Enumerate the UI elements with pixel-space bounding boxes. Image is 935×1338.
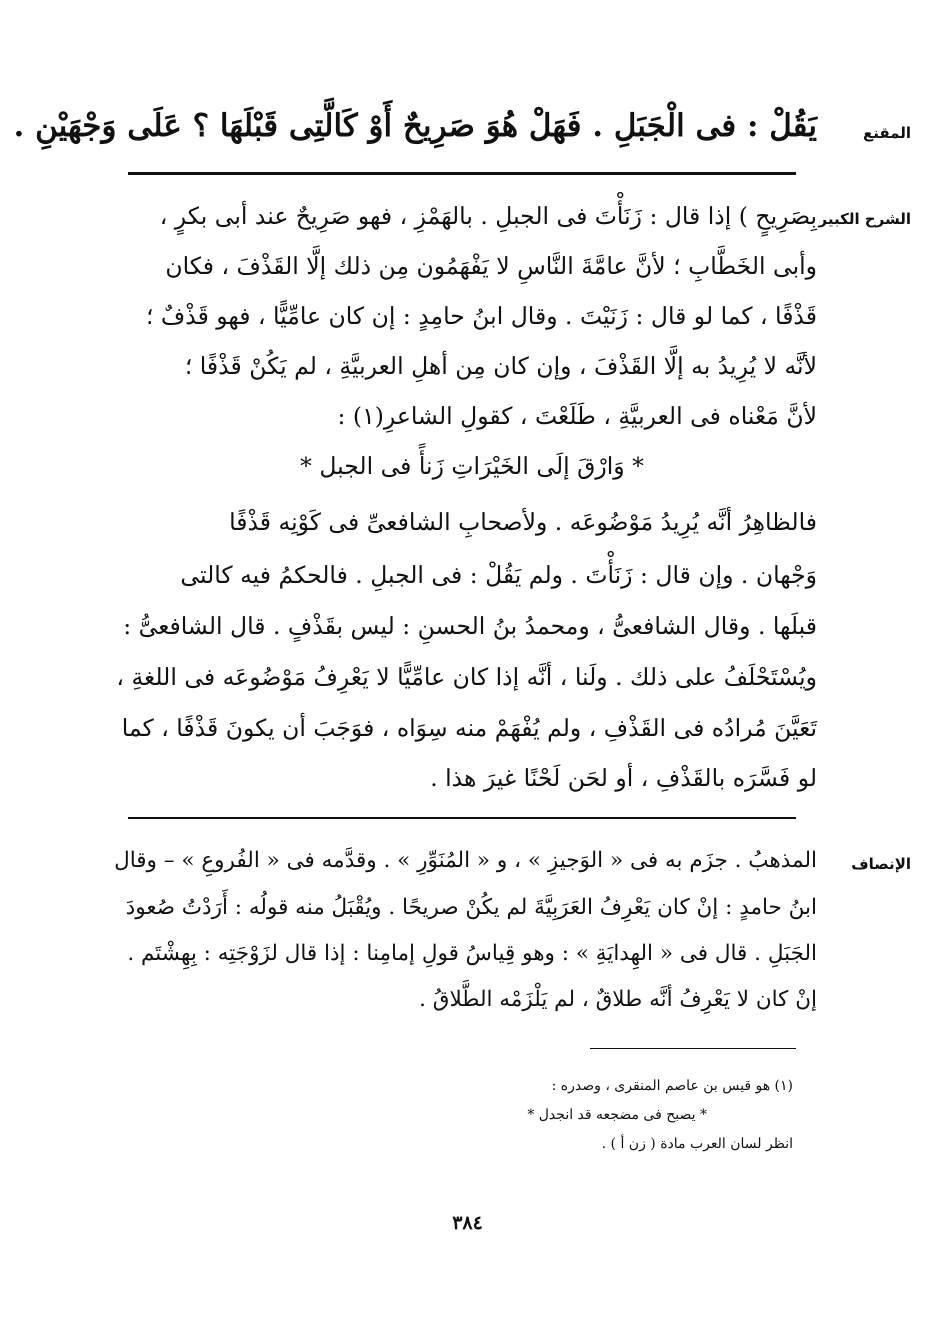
footnote-divider	[590, 1048, 796, 1049]
sharh-line-1: بِصَرِيحٍ ) إذا قال : زَنَأْتَ فى الجبلِ . بالهَمْزِ ، فهو صَرِيحٌ عند أبى بكرٍ ،	[159, 202, 817, 230]
insaf-label: الإنصاف	[851, 855, 911, 873]
insaf-line-1: المذهبُ . جزَم به فى « الوَجيزِ » ، و « المُنَوِّرِ » . وقدَّمه فى « الفُروعِ » – وقال	[114, 848, 817, 873]
sharh-line-5: لأنَّ مَعْناه فى العربيَّةِ ، طَلَعْتَ ، كقولِ الشاعرِ(١) :	[337, 402, 817, 430]
sharh-line-4: لأنَّه لا يُرِيدُ به إلَّا القَذْفَ ، وإن كان مِن أهلِ العربيَّةِ ، لم يَكُنْ قَذْفًا ؛	[184, 352, 817, 380]
muqni-label: المقنع	[863, 124, 911, 142]
page-number: ٣٨٤	[452, 1212, 483, 1234]
sharh-line-6: فالظاهِرُ أنَّه يُرِيدُ مَوْضُوعَه . ولأصحابِ الشافعىِّ فى كَوْنِه قَذْفًا	[229, 508, 817, 536]
sharh-line-2: وأبى الخَطَّابِ ؛ لأنَّ عامَّةَ النَّاسِ لا يَفْهَمُون مِن ذلك إلَّا القَذْفَ ، فكان	[165, 252, 817, 280]
poetry-verse: * وَارْقَ إلَى الخَيْرَاتِ زَنأً فى الجبل *	[300, 452, 644, 480]
sharh-line-7: وَجْهان . وإن قال : زَنَأْتَ . ولم يَقُلْ : فى الجبلِ . فالحكمُ فيه كالتى	[180, 561, 817, 589]
muqni-text: يَقُلْ : فى الْجَبَلِ . فَهَلْ هُوَ صَرِيحٌ أَوْ كَالَّتِى قَبْلَهَا ؟ عَلَى وَجْهَيْنِ .	[13, 108, 817, 144]
insaf-line-4: إنْ كان لا يَعْرِفُ أنَّه طلاقٌ ، لم يَلْزَمْه الطَّلاقُ .	[419, 987, 817, 1012]
sharh-line-8: قبلَها . وقال الشافعىُّ ، ومحمدُ بنُ الحسنِ : ليس بقَذْفٍ . قال الشافعىُّ :	[123, 612, 817, 640]
top-divider	[128, 172, 796, 175]
sharh-line-11: لو فَسَّرَه بالقَذْفِ ، أو لحَن لَحْنًا غيرَ هذا .	[430, 764, 817, 792]
sharh-line-9: ويُسْتَحْلَفُ على ذلك . ولَنا ، أنَّه إذا كان عامِّيًّا لا يَعْرِفُ مَوْضُوعَه فى اللغةِ ،	[116, 663, 817, 691]
insaf-line-3: الجَبَلِ . قال فى « الهِدايَةِ » : وهو قِياسُ قولِ إمامِنا : إذا قال لزَوْجَتِه : بِهِشْتَم .	[127, 941, 817, 966]
middle-divider	[128, 817, 796, 819]
footnote-line-2: * يصبح فى مضجعه قد انجدل *	[527, 1107, 707, 1123]
footnote-line-3: انظر لسان العرب مادة ( زن أ ) .	[601, 1136, 793, 1152]
insaf-line-2: ابنُ حامدٍ : إنْ كان يَعْرِفُ العَرَبِيَّةَ لم يكُنْ صريحًا . ويُقْبَلُ منه قولُه : أَرَدْتُ صُعودَ	[125, 895, 817, 920]
sharh-line-10: تَعَيَّنَ مُرادُه فى القَذْفِ ، ولم يُفْهَمْ منه سِوَاه ، فوَجَبَ أن يكونَ قَذْفًا ، كما	[121, 714, 817, 742]
sharh-label: الشرح الكبير	[818, 210, 911, 228]
footnote-line-1: (١) هو قيس بن عاصم المنقرى ، وصدره :	[551, 1078, 793, 1094]
sharh-line-3: قَذْفًا ، كما لو قال : زَنَيْتَ . وقال ابنُ حامِدٍ : إن كان عامِّيًّا ، فهو قَذْفٌ ؛	[145, 302, 817, 330]
